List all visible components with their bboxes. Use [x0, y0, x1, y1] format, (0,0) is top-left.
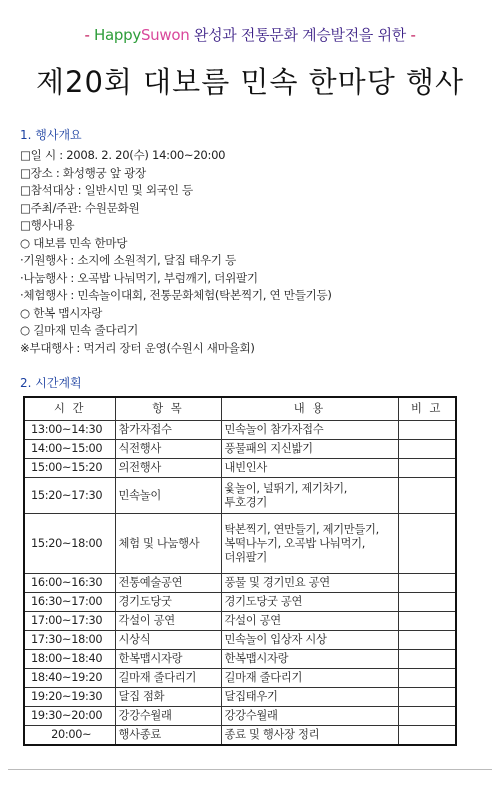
cell-note: [398, 669, 456, 688]
overview-line: ○ 길마재 민속 줄다리기: [20, 323, 139, 337]
table-row: [24, 440, 456, 459]
table-row: [24, 669, 456, 688]
cell-item: 길마재 줄다리기: [115, 669, 221, 688]
table-row: [24, 631, 456, 650]
overview-line: □행사내용: [20, 218, 75, 232]
cell-content: 경기도당굿 공연: [221, 593, 398, 612]
overview-line: ·체험행사 : 민속놀이대회, 전통문화체험(탁본찍기, 연 만들기등): [20, 288, 332, 302]
cell-item: 행사종료: [115, 726, 221, 745]
table-row: [24, 478, 456, 514]
cell-item: 전통예술공연: [115, 574, 221, 593]
overview-line: ※부대행사 : 먹거리 장터 운영(수원시 새마을회): [20, 340, 255, 355]
overview-line: ○ 대보름 민속 한마당: [20, 235, 128, 250]
cell-time: 15:20~18:00: [24, 514, 115, 574]
cell-time: 15:20~17:30: [24, 478, 115, 514]
cell-time: 19:20~19:30: [24, 688, 115, 707]
cell-item: 참가자접수: [115, 421, 221, 440]
cell-time: 18:00~18:40: [24, 650, 115, 669]
overview-line: ○ 한복 맵시자랑: [20, 305, 102, 320]
cell-content: 종료 및 행사장 정리: [221, 726, 398, 745]
bottom-divider: [8, 769, 492, 770]
cell-note: [398, 478, 456, 514]
cell-item: 한복맵시자랑: [115, 650, 221, 669]
table-row: [24, 459, 456, 478]
brand-happy: Happy: [94, 26, 141, 44]
cell-note: [398, 707, 456, 726]
cell-note: [398, 726, 456, 745]
cell-note: [398, 650, 456, 669]
cell-time: 17:00~17:30: [24, 612, 115, 631]
cell-note: [398, 459, 456, 478]
table-row: [24, 421, 456, 440]
header-dash-left: -: [84, 26, 95, 44]
schedule-heading: 2. 시간계획: [20, 376, 82, 390]
table-header-row: [24, 397, 456, 421]
col-header-content: 내 용: [221, 397, 398, 421]
cell-item: 달집 점화: [115, 688, 221, 707]
cell-note: [398, 574, 456, 593]
cell-time: 18:40~19:20: [24, 669, 115, 688]
overview-line: ·나눔행사 : 오곡밥 나눠먹기, 부럼깨기, 더위팔기: [20, 270, 258, 285]
cell-content: 풍물패의 지신밟기: [221, 440, 398, 459]
cell-item: 경기도당굿: [115, 593, 221, 612]
cell-item: 의전행사: [115, 459, 221, 478]
cell-content: 민속놀이 입상자 시상: [221, 631, 398, 650]
cell-item: 민속놀이: [115, 478, 221, 514]
cell-note: [398, 688, 456, 707]
cell-content: 내빈인사: [221, 459, 398, 478]
cell-content: 탁본찍기, 연만들기, 제기만들기, 복떡나누기, 오곡밥 나눠먹기, 더위팔기: [221, 514, 398, 574]
col-header-time: 시 간: [24, 397, 115, 421]
table-row: [24, 612, 456, 631]
table-row: [24, 650, 456, 669]
cell-time: 20:00~: [24, 726, 115, 745]
overview-line: □참석대상 : 일반시민 및 외국인 등: [20, 183, 193, 197]
cell-note: [398, 612, 456, 631]
cell-content: 한복맵시자랑: [221, 650, 398, 669]
table-row: [24, 707, 456, 726]
schedule-table: [23, 396, 457, 746]
cell-item: 체험 및 나눔행사: [115, 514, 221, 574]
table-row: [24, 593, 456, 612]
overview-heading: 1. 행사개요: [20, 128, 82, 142]
overview-line: ·기원행사 : 소지에 소원적기, 달집 태우기 등: [20, 253, 236, 267]
cell-content: 풍물 및 경기민요 공연: [221, 574, 398, 593]
col-header-note: 비 고: [398, 397, 456, 421]
table-row: [24, 514, 456, 574]
cell-note: [398, 514, 456, 574]
cell-item: 강강수월래: [115, 707, 221, 726]
cell-content: 민속놀이 참가자접수: [221, 421, 398, 440]
cell-time: 19:30~20:00: [24, 707, 115, 726]
page-title: 제20회 대보름 민속 한마당 행사: [36, 65, 464, 99]
tagline-text: 완성과 전통문화 계승발전을 위한: [189, 26, 411, 44]
header-tagline: [0, 24, 500, 45]
table-row: [24, 574, 456, 593]
schedule-section: [20, 374, 490, 395]
header-dash-right: -: [410, 26, 416, 44]
cell-content: 길마재 줄다리기: [221, 669, 398, 688]
cell-item: 각설이 공연: [115, 612, 221, 631]
overview-section: [20, 126, 490, 357]
cell-item: 시상식: [115, 631, 221, 650]
cell-note: [398, 440, 456, 459]
table-row: [24, 726, 456, 745]
cell-time: 14:00~15:00: [24, 440, 115, 459]
cell-time: 16:00~16:30: [24, 574, 115, 593]
cell-time: 17:30~18:00: [24, 631, 115, 650]
cell-note: [398, 593, 456, 612]
brand-suwon: Suwon: [140, 26, 190, 44]
cell-note: [398, 421, 456, 440]
cell-time: 16:30~17:00: [24, 593, 115, 612]
cell-note: [398, 631, 456, 650]
cell-item: 식전행사: [115, 440, 221, 459]
cell-content: 강강수월래: [221, 707, 398, 726]
overview-line: □주최/주관: 수원문화원: [20, 200, 140, 215]
table-row: [24, 688, 456, 707]
overview-line: □장소 : 화성행궁 앞 광장: [20, 165, 146, 180]
cell-content: 윷놀이, 널뛰기, 제기차기, 투호경기: [221, 478, 398, 514]
overview-line: □일 시 : 2008. 2. 20(수) 14:00~20:00: [20, 148, 226, 162]
cell-content: 각설이 공연: [221, 612, 398, 631]
cell-time: 13:00~14:30: [24, 421, 115, 440]
cell-time: 15:00~15:20: [24, 459, 115, 478]
col-header-item: 항 목: [115, 397, 221, 421]
cell-content: 달집태우기: [221, 688, 398, 707]
